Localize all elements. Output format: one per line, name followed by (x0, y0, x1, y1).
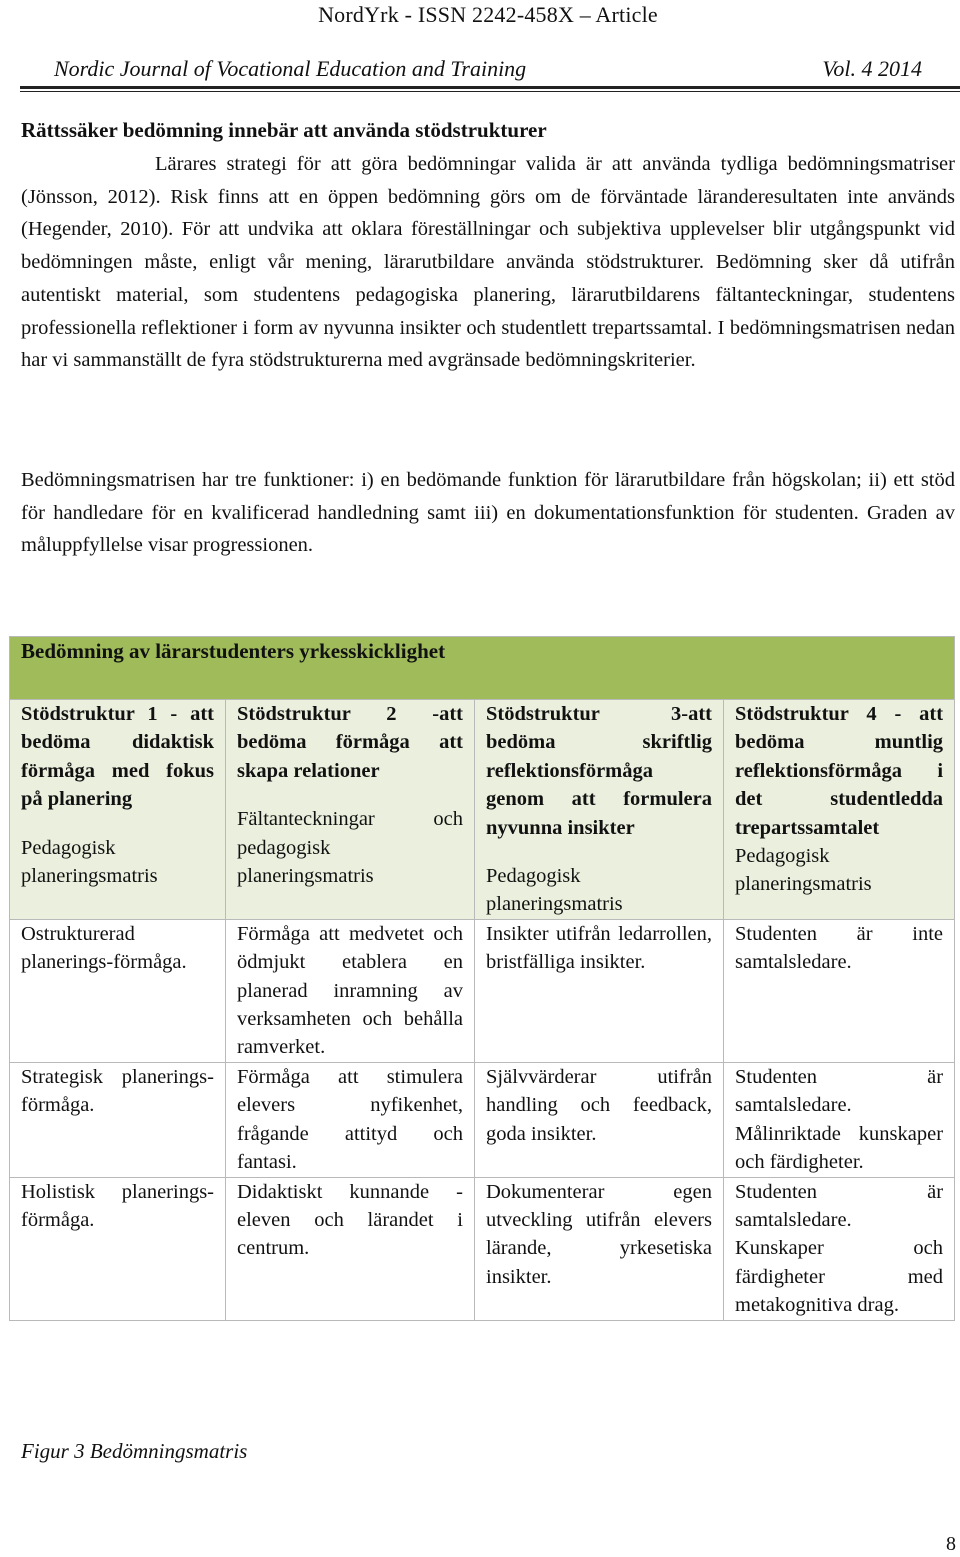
matrix-header-cell (10, 700, 226, 920)
journal-volume: Vol. 4 2014 (822, 56, 922, 81)
journal-code: NordYrk - ISSN 2242-458X – Article (318, 2, 658, 27)
section-heading: Rättssäker bedömning innebär att använda stödstrukturer (21, 118, 547, 142)
matrix-header-cell (226, 700, 475, 920)
journal-name: Nordic Journal of Vocational Education and Training (54, 56, 527, 81)
column-source: Pedagogisk planeringsmatris (21, 836, 158, 888)
column-heading: Stödstruktur 4 - att bedöma muntlig reflektionsförmåga i det studentledda trepartssamtalet (735, 703, 944, 839)
figure-caption: Figur 3 Bedömningsmatris (21, 1439, 248, 1463)
matrix-header-cell (724, 700, 955, 920)
matrix-cell: Studenten är samtalsledare. Kunskaper och färdigheter med metakognitiva drag. (724, 1177, 955, 1320)
paragraph-1-text: Lärares strategi för att göra bedömningar valida är att använda tydliga bedömningsmatriser (Jönsson, 2012). Risk finns att en öppen bedömning görs om de förväntade läranderesultaten inte används (Hegender, 2010). För att undvika att oklara föreställningar och subjektiva upplevelser blir utgångspunkt vid bedömningen måste, enligt vår mening, lärarutbildare använda stödstrukturer. Bedömning sker då utifrån autentiskt material, som studentens pedagogiska planering, lärarutbildarens fältanteckningar, studentens professionella reflektioner i form av nyvunna insikter och studentlett trepartssamtal. I bedömningsmatrisen nedan har vi sammanställt de fyra stödstrukturerna med avgränsade bedömningskriterier. (21, 153, 955, 372)
matrix-cell: Didaktiskt kunnande -eleven och lärandet i centrum. (226, 1177, 475, 1320)
journal-title-bar (54, 56, 922, 86)
matrix-cell: Holistisk planerings-förmåga. (10, 1177, 226, 1320)
column-source: Pedagogisk planeringsmatris (735, 845, 872, 896)
matrix-row (10, 1062, 955, 1177)
matrix-cell: Förmåga att stimulera elevers nyfikenhet, frågande attityd och fantasi. (226, 1062, 475, 1177)
matrix-cell: Studenten är samtalsledare. Målinriktade kunskaper och färdigheter. (724, 1062, 955, 1177)
matrix-cell: Självvärderar utifrån handling och feedback, goda insikter. (475, 1062, 724, 1177)
matrix-cell: Strategisk planerings-förmåga. (10, 1062, 226, 1177)
column-source: Pedagogisk planeringsmatris (486, 865, 623, 916)
matrix-cell: Dokumenterar egen utveckling utifrån elevers lärande, yrkesetiska insikter. (475, 1177, 724, 1320)
header-rule (20, 86, 960, 92)
matrix-row (10, 919, 955, 1062)
matrix-title-row (10, 637, 955, 700)
column-source: Fältanteckningar och pedagogisk planeringsmatris (237, 808, 463, 888)
matrix-cell: Studenten är inte samtalsledare. (724, 919, 955, 1062)
column-heading: Stödstruktur 3-att bedöma skriftlig reflektionsförmåga genom att formulera nyvunna insikter (486, 703, 712, 839)
matrix-cell: Insikter utifrån ledarrollen, bristfälliga insikter. (475, 919, 724, 1062)
matrix-header-cell (475, 700, 724, 920)
matrix-row (10, 1177, 955, 1320)
paragraph-2-text: Bedömningsmatrisen har tre funktioner: i) en bedömande funktion för lärarutbildare från högskolan; ii) ett stöd för handledare för en kvalificerad handledning samt iii) en dokumentationsfunktion för studenten. Graden av måluppfyllelse visar progressionen. (21, 469, 955, 557)
paragraph-1 (21, 148, 955, 377)
column-heading: Stödstruktur 2 -att bedöma förmåga att skapa relationer (237, 703, 463, 782)
matrix-header-row (10, 700, 955, 920)
assessment-matrix (9, 636, 955, 1321)
matrix-cell: Förmåga att medvetet och ödmjukt etablera en planerad inramning av verksamheten och behålla ramverket. (226, 919, 475, 1062)
matrix-cell: Ostrukturerad planerings-förmåga. (10, 919, 226, 1062)
page-number: 8 (946, 1533, 956, 1555)
paragraph-2 (21, 464, 955, 562)
matrix-title: Bedömning av lärarstudenters yrkesskicklighet (10, 637, 955, 700)
column-heading: Stödstruktur 1 - att bedöma didaktisk förmåga med fokus på planering (21, 703, 214, 811)
